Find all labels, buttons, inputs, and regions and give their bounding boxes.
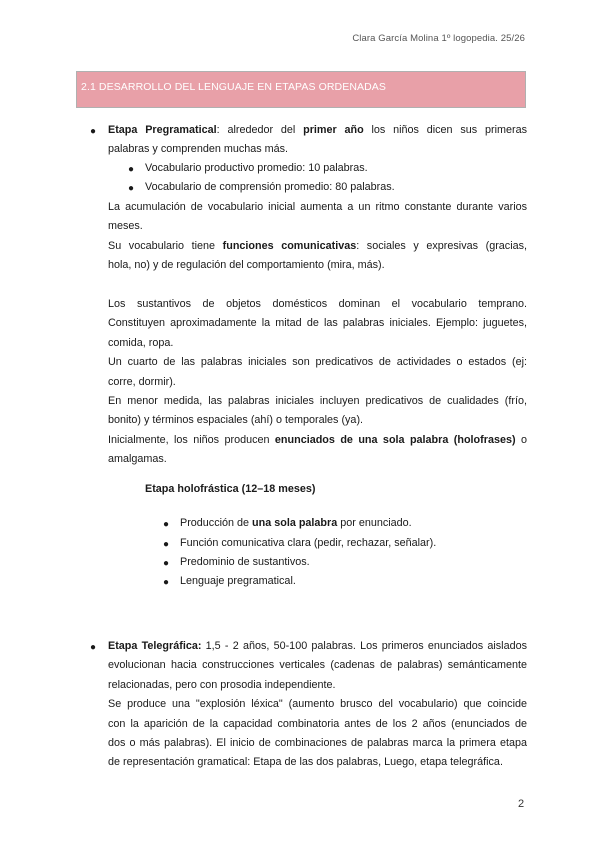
- page-number: 2: [518, 798, 525, 810]
- bullet-icon: ●: [90, 642, 97, 653]
- page-header: Clara García Molina 1º logopedia. 25/26: [352, 33, 525, 44]
- section1-intro: Etapa Pregramatical: alrededor del primer año los niños dicen sus primeras palabras y comprenden muchas más.: [108, 124, 527, 156]
- bullet-icon: ●: [90, 126, 97, 137]
- section1-body: La acumulación de vocabulario inicial aumenta a un ritmo constante durante varios meses. Su vocabulario tiene funciones comunicativas: sociales y expresivas (gracias, hola, no) y de regulación del comportamiento (mira, más). Los sustantivos de objetos domésticos dominan el vocabulario temprano. Constituyen aproximadamente la mitad de las palabras iniciales. Ejemplo: juguetes, comida, ropa. Un cuarto de las palabras iniciales son predicativos de actividades o estados (ej: corre, dormir). En menor medida, las palabras iniciales incluyen predicativos de cualidades (frío, bonito) y términos espaciales (ahí) o temporales (ya). Inicialmente, los niños producen enunciados de una sola palabra (holofrases) o amalgamas.: [108, 201, 527, 466]
- stage-label: Etapa Pregramatical: [108, 124, 217, 136]
- section2-body: Etapa Telegráfica: 1,5 - 2 años, 50-100 palabras. Los primeros enunciados aislados evolucionan hacia construcciones verticales (cadenas de palabras) semánticamente relacionadas, pero con prosodia independiente. Se produce una "explosión léxica" (aumento brusco del vocabulario) que coincide con la aparición de la capacidad combinatoria antes de los 2 años (enunciados de dos o más palabras). El inicio de combinaciones de palabras marca la primera etapa de representación gramatical: Etapa de las dos palabras, Luego, etapa telegráfica.: [108, 640, 527, 769]
- section-banner: [76, 71, 526, 108]
- list-item: Predominio de sustantivos.: [180, 556, 310, 568]
- bullet-icon: ●: [163, 539, 170, 550]
- bullet-icon: ●: [163, 558, 170, 569]
- holo-title: Etapa holofrástica (12–18 meses): [145, 483, 316, 495]
- list-item: Producción de una sola palabra por enunciado.: [180, 517, 412, 529]
- section-title: 2.1 DESARROLLO DEL LENGUAJE EN ETAPAS ORDENADAS: [81, 81, 387, 93]
- list-item: Vocabulario productivo promedio: 10 palabras.: [145, 162, 368, 174]
- bullet-icon: ●: [163, 577, 170, 588]
- bullet-icon: ●: [128, 183, 135, 194]
- stage-label: Etapa Telegráfica:: [108, 640, 202, 652]
- list-item: Lenguaje pregramatical.: [180, 575, 296, 587]
- list-item: Función comunicativa clara (pedir, rechazar, señalar).: [180, 537, 437, 549]
- bullet-icon: ●: [128, 164, 135, 175]
- list-item: Vocabulario de comprensión promedio: 80 palabras.: [145, 181, 395, 193]
- bullet-icon: ●: [163, 519, 170, 530]
